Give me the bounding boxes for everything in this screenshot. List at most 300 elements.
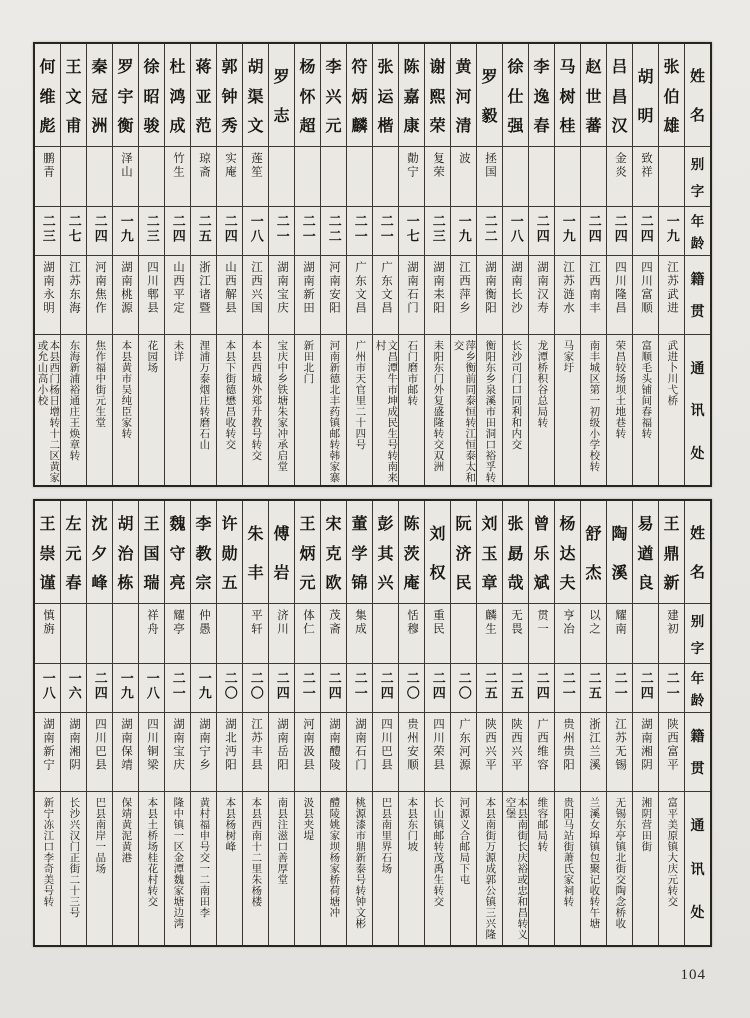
courtesy-name-cell [321,147,346,207]
courtesy-name-cell: 重民 [425,604,450,664]
name-cell: 董 学 锦 [347,501,372,604]
origin-cell: 江苏武进 [659,256,684,335]
origin-cell: 陕西兴平 [503,713,528,792]
name-cell: 张 勗 哉 [503,501,528,604]
origin-cell: 广西维容 [529,713,554,792]
age-cell: 一九 [555,207,580,256]
origin-cell: 广东河源 [451,713,476,792]
name-cell: 曾 乐 斌 [529,501,554,604]
entry-column [346,501,372,945]
origin-cell: 湖南宝庆 [165,713,190,792]
courtesy-name-cell: 祥舟 [139,604,164,664]
age-cell: 二四 [633,207,658,256]
name-cell: 郭 钟 秀 [217,44,242,147]
directory-table-top [33,42,712,487]
address-cell: 武进卜川弋桥 [666,340,678,406]
origin-cell: 湖南长沙 [503,256,528,335]
age-cell: 一九 [659,207,684,256]
age-cell: 二四 [633,664,658,713]
header-zi-label: 别 字 [685,604,710,664]
courtesy-name-cell: 建初 [659,604,684,664]
name-cell: 张 运 楷 [373,44,398,147]
age-cell: 二五 [191,207,216,256]
origin-cell: 浙江诸暨 [191,256,216,335]
address-cell: 本县东门坡 [406,797,418,852]
origin-cell: 河南汲县 [295,713,320,792]
entry-column [294,44,320,485]
age-cell: 二一 [555,664,580,713]
origin-cell: 湖南保靖 [113,713,138,792]
name-cell: 魏 守 亮 [165,501,190,604]
entry-column [528,501,554,945]
origin-cell: 浙江兰溪 [581,713,606,792]
name-cell: 许 勋 五 [217,501,242,604]
age-cell: 二四 [529,207,554,256]
courtesy-name-cell: 波 [451,147,476,207]
entry-column [320,501,346,945]
courtesy-name-cell: 鹏青 [35,147,60,207]
origin-cell: 河南焦作 [87,256,112,335]
age-cell: 二二 [477,207,502,256]
courtesy-name-cell: 无畏 [503,604,528,664]
age-cell: 二五 [477,664,502,713]
entry-column [86,501,112,945]
age-cell: 二〇 [217,664,242,713]
origin-cell: 湖南桃源 [113,256,138,335]
entry-column [294,501,320,945]
address-cell: 萍乡衡前同泰恒转江恒泰太和交 [452,340,476,483]
entry-column [580,501,606,945]
address-cell: 衡阳东乡泉溪市田洞口裕孚转 [484,340,496,483]
origin-cell: 湖北沔阳 [217,713,242,792]
address-cell: 文昌潭牛市坤成民生号转南来村 [374,340,398,483]
age-cell: 二三 [139,207,164,256]
age-cell: 二四 [373,664,398,713]
name-cell: 宋 克 欧 [321,501,346,604]
origin-cell: 湖南汉寿 [529,256,554,335]
entry-column [372,44,398,485]
courtesy-name-cell: 莲笙 [243,147,268,207]
courtesy-name-cell [295,147,320,207]
origin-cell: 湖南湘阴 [633,713,658,792]
entry-column [216,501,242,945]
courtesy-name-cell: 亨冶 [555,604,580,664]
age-cell: 一九 [191,664,216,713]
address-cell: 富平美原镇大庆元转交 [666,797,678,907]
address-cell: 耒阳东门外复盛隆转交双洲 [432,340,444,472]
address-cell: 新宁冻江口李奇美号转 [42,797,54,907]
name-cell: 沈 夕 峰 [87,501,112,604]
age-cell: 二五 [503,664,528,713]
courtesy-name-cell [451,604,476,664]
age-cell: 二二 [321,207,346,256]
address-cell: 龙潭桥积谷总局转 [536,340,548,428]
entry-column [450,44,476,485]
name-cell: 黄 河 清 [451,44,476,147]
entry-column [476,501,502,945]
name-cell: 罗 毅 [477,44,502,147]
entry-column [606,501,632,945]
age-cell: 一九 [451,207,476,256]
table-bottom-columns [35,501,710,945]
courtesy-name-cell [529,147,554,207]
address-cell: 贵阳马站街萧氏家祠转 [562,797,574,907]
courtesy-name-cell [373,147,398,207]
name-cell: 张 伯 雄 [659,44,684,147]
origin-cell: 四川铜梁 [139,713,164,792]
courtesy-name-cell: 体仁 [295,604,320,664]
directory-table-bottom [33,499,712,947]
age-cell: 一六 [61,664,86,713]
courtesy-name-cell: 耀亭 [165,604,190,664]
age-cell: 二一 [347,664,372,713]
entry-column [35,44,60,485]
address-cell: 巴县南岸一品场 [94,797,106,874]
age-cell: 二一 [295,664,320,713]
origin-cell: 贵州安顺 [399,713,424,792]
courtesy-name-cell: 集成 [347,604,372,664]
courtesy-name-cell: 实庵 [217,147,242,207]
entry-column [658,501,684,945]
courtesy-name-cell: 济川 [269,604,294,664]
origin-cell: 湖南永明 [35,256,60,335]
origin-cell: 湖南新田 [295,256,320,335]
name-cell: 罗 宇 衡 [113,44,138,147]
address-cell: 广州市天官里二十四号 [354,340,366,450]
entry-column [112,44,138,485]
age-cell: 二四 [607,207,632,256]
courtesy-name-cell: 慎旃 [35,604,60,664]
address-cell: 本县黄市吴纯臣家转 [120,340,132,439]
header-age-label: 年 龄 [685,207,710,256]
name-cell: 王 文 甫 [61,44,86,147]
entry-column [554,44,580,485]
name-cell: 王 国 瑞 [139,501,164,604]
name-cell: 朱 丰 [243,501,268,604]
header-origin-label: 籍 贯 [685,713,710,792]
entry-column [60,501,86,945]
origin-cell: 江西萍乡 [451,256,476,335]
age-cell: 一八 [139,664,164,713]
name-cell: 徐 昭 骏 [139,44,164,147]
entry-column [242,501,268,945]
header-name-label: 姓 名 [685,44,710,147]
origin-cell: 四川荣县 [425,713,450,792]
address-cell: 巴县南里界石场 [380,797,392,874]
name-cell: 罗 志 [269,44,294,147]
name-cell: 王 炳 元 [295,501,320,604]
address-cell: 黄村福申号交一二南田李 [198,797,210,918]
address-cell: 宝庆中乡铁塘朱家冲承启堂 [276,340,288,472]
address-cell: 河南新德北丰药镇邮转韩家寨 [328,340,340,483]
age-cell: 二〇 [451,664,476,713]
origin-cell: 湖南湘阴 [61,713,86,792]
entry-column [398,501,424,945]
name-cell: 李 教 宗 [191,501,216,604]
name-cell: 易 遒 良 [633,501,658,604]
name-cell: 阮 济 民 [451,501,476,604]
entry-column [528,44,554,485]
address-cell: 汲县夹堤 [302,797,314,841]
entry-column [632,501,658,945]
entry-column [35,501,60,945]
age-cell: 二一 [295,207,320,256]
name-cell: 陶 溪 [607,501,632,604]
address-cell: 本县南街长庆裕或忠和昌转义空堡 [504,797,528,940]
name-cell: 胡 治 栋 [113,501,138,604]
age-cell: 二〇 [399,664,424,713]
header-origin-label: 籍 贯 [685,256,710,335]
address-cell: 荣昌较场坝土地巷转 [614,340,626,439]
address-cell: 东海新浦裕通庄王焕章转 [68,340,80,461]
age-cell: 二四 [529,664,554,713]
age-cell: 二一 [659,664,684,713]
origin-cell: 四川巴县 [373,713,398,792]
age-cell: 二五 [581,664,606,713]
address-cell: 湘阴营田街 [640,797,652,852]
origin-cell: 河南安阳 [321,256,346,335]
address-cell: 河源义合邮局下屯 [458,797,470,885]
origin-cell: 山西平定 [165,256,190,335]
origin-cell: 江苏无锡 [607,713,632,792]
name-cell: 吕 昌 汉 [607,44,632,147]
age-cell: 二四 [425,664,450,713]
address-cell: 马家圩 [562,340,574,373]
entry-column [424,44,450,485]
name-cell: 陈 嘉 康 [399,44,424,147]
address-cell: 花园场 [146,340,158,373]
name-cell: 左 元 春 [61,501,86,604]
origin-cell: 四川隆昌 [607,256,632,335]
header-column [684,501,710,945]
age-cell: 二一 [373,207,398,256]
address-cell: 本县杨树峰 [224,797,236,852]
name-cell: 胡 渠 文 [243,44,268,147]
header-name-label: 姓 名 [685,501,710,604]
address-cell: 长山镇邮转茂禹生转交 [432,797,444,907]
courtesy-name-cell [555,147,580,207]
address-cell: 未详 [172,340,184,362]
age-cell: 二四 [581,207,606,256]
courtesy-name-cell [61,147,86,207]
address-cell: 浬浦万泰烟庄转磨石山 [198,340,210,450]
address-cell: 维容邮局转 [536,797,548,852]
entry-column [372,501,398,945]
entry-column [398,44,424,485]
name-cell: 杨 达 夫 [555,501,580,604]
name-cell: 蒋 亚 范 [191,44,216,147]
entry-column [60,44,86,485]
entry-column [242,44,268,485]
origin-cell: 广东文昌 [373,256,398,335]
name-cell: 王 崇 谨 [35,501,60,604]
name-cell: 王 鼎 新 [659,501,684,604]
courtesy-name-cell: 拯国 [477,147,502,207]
origin-cell: 江西兴国 [243,256,268,335]
origin-cell: 湖南宁乡 [191,713,216,792]
address-cell: 富顺毛头铺间春福转 [640,340,652,439]
entry-column [320,44,346,485]
address-cell: 隆中镇一区金潭魏家塘边湾 [172,797,184,929]
name-cell: 何 维 彪 [35,44,60,147]
courtesy-name-cell [217,604,242,664]
origin-cell: 湖南岳阳 [269,713,294,792]
entry-column [554,501,580,945]
address-cell: 桃源漆市鼎新泰号转钟文彬 [354,797,366,929]
age-cell: 一八 [35,664,60,713]
entry-column [190,501,216,945]
entry-column [138,501,164,945]
courtesy-name-cell [87,147,112,207]
origin-cell: 江苏涟水 [555,256,580,335]
address-cell: 南县注滋口善厚堂 [276,797,288,885]
courtesy-name-cell: 竹生 [165,147,190,207]
name-cell: 谢 熙 荣 [425,44,450,147]
entry-column [346,44,372,485]
entry-column [112,501,138,945]
address-cell: 新田北门 [302,340,314,384]
address-cell: 无锡东亭镇北街交陶念桥收 [614,797,626,929]
age-cell: 一八 [243,207,268,256]
name-cell: 马 树 桂 [555,44,580,147]
origin-cell: 湖南醴陵 [321,713,346,792]
entry-column [424,501,450,945]
entry-column [658,44,684,485]
courtesy-name-cell: 泽山 [113,147,138,207]
age-cell: 二四 [87,664,112,713]
courtesy-name-cell: 平轩 [243,604,268,664]
courtesy-name-cell [347,147,372,207]
address-cell: 焦作福中街元生堂 [94,340,106,428]
entry-column [86,44,112,485]
age-cell: 二四 [87,207,112,256]
address-cell: 本县南街万源成郭公镇三兴隆 [484,797,496,940]
courtesy-name-cell [659,147,684,207]
entry-column [476,44,502,485]
age-cell: 二四 [269,664,294,713]
origin-cell: 湖南宝庆 [269,256,294,335]
header-age-label: 年 龄 [685,664,710,713]
courtesy-name-cell: 复荣 [425,147,450,207]
courtesy-name-cell [373,604,398,664]
address-cell: 石门磨市邮转 [406,340,418,406]
courtesy-name-cell: 茂斋 [321,604,346,664]
origin-cell: 四川富顺 [633,256,658,335]
name-cell: 李 兴 元 [321,44,346,147]
courtesy-name-cell [61,604,86,664]
courtesy-name-cell: 金炎 [607,147,632,207]
origin-cell: 贵州贵阳 [555,713,580,792]
age-cell: 二七 [61,207,86,256]
age-cell: 一九 [113,664,138,713]
age-cell: 一八 [503,207,528,256]
origin-cell: 江苏丰县 [243,713,268,792]
origin-cell: 湖南石门 [347,713,372,792]
entry-column [632,44,658,485]
age-cell: 一七 [399,207,424,256]
origin-cell: 四川郫县 [139,256,164,335]
courtesy-name-cell [139,147,164,207]
name-cell: 彭 其 兴 [373,501,398,604]
address-cell: 长沙司门口同利和内交 [510,340,522,450]
courtesy-name-cell: 致祥 [633,147,658,207]
header-address-label: 通 讯 处 [690,361,705,462]
name-cell: 符 炳 麟 [347,44,372,147]
origin-cell: 江苏东海 [61,256,86,335]
entry-column [502,44,528,485]
age-cell: 二一 [165,664,190,713]
origin-cell: 江西南丰 [581,256,606,335]
header-column [684,44,710,485]
age-cell: 二一 [607,664,632,713]
name-cell: 赵 世 蕃 [581,44,606,147]
address-cell: 兰溪女埠镇包聚记收转午塘 [588,797,600,929]
entry-column [164,501,190,945]
courtesy-name-cell: 耀南 [607,604,632,664]
address-cell: 长沙兴汉门正街二十三号 [68,797,80,918]
address-cell: 保靖黄泥黄港 [120,797,132,863]
origin-cell: 广东文昌 [347,256,372,335]
age-cell: 二一 [347,207,372,256]
name-cell: 李 逸 春 [529,44,554,147]
age-cell: 一九 [113,207,138,256]
name-cell: 杨 怀 超 [295,44,320,147]
origin-cell: 湖南石门 [399,256,424,335]
address-cell: 本县西南十二里朱杨楼 [250,797,262,907]
name-cell: 胡 明 [633,44,658,147]
address-cell: 南丰城区第一初级小学校转 [588,340,600,472]
courtesy-name-cell [269,147,294,207]
name-cell: 舒 杰 [581,501,606,604]
origin-cell: 陕西富平 [659,713,684,792]
courtesy-name-cell: 仲愚 [191,604,216,664]
courtesy-name-cell [87,604,112,664]
entry-column [190,44,216,485]
entry-column [138,44,164,485]
origin-cell: 四川巴县 [87,713,112,792]
entry-column [268,44,294,485]
age-cell: 二〇 [243,664,268,713]
address-cell: 本县西门杨日增转十二区黄家或允山高小校 [36,340,60,483]
page-number: 104 [680,967,706,983]
origin-cell: 湖南衡阳 [477,256,502,335]
address-cell: 本县下街德懋昌收转交 [224,340,236,450]
origin-cell: 湖南新宁 [35,713,60,792]
entry-column [502,501,528,945]
courtesy-name-cell: 琼斋 [191,147,216,207]
name-cell: 刘 玉 章 [477,501,502,604]
courtesy-name-cell: 恬穆 [399,604,424,664]
courtesy-name-cell [633,604,658,664]
name-cell: 徐 仕 强 [503,44,528,147]
age-cell: 二四 [217,207,242,256]
courtesy-name-cell [113,604,138,664]
name-cell: 陈 茨 庵 [399,501,424,604]
origin-cell: 湖南耒阳 [425,256,450,335]
age-cell: 二三 [35,207,60,256]
origin-cell: 山西解县 [217,256,242,335]
address-cell: 醴陵姚家坝杨家桥荷塘冲 [328,797,340,918]
entry-column [580,44,606,485]
address-cell: 本县西城外郑升教号转交 [250,340,262,461]
entry-column [268,501,294,945]
table-top-columns [35,44,710,485]
entry-column [164,44,190,485]
name-cell: 刘 权 [425,501,450,604]
name-cell: 秦 冠 洲 [87,44,112,147]
header-zi-label: 别 字 [685,147,710,207]
entry-column [216,44,242,485]
